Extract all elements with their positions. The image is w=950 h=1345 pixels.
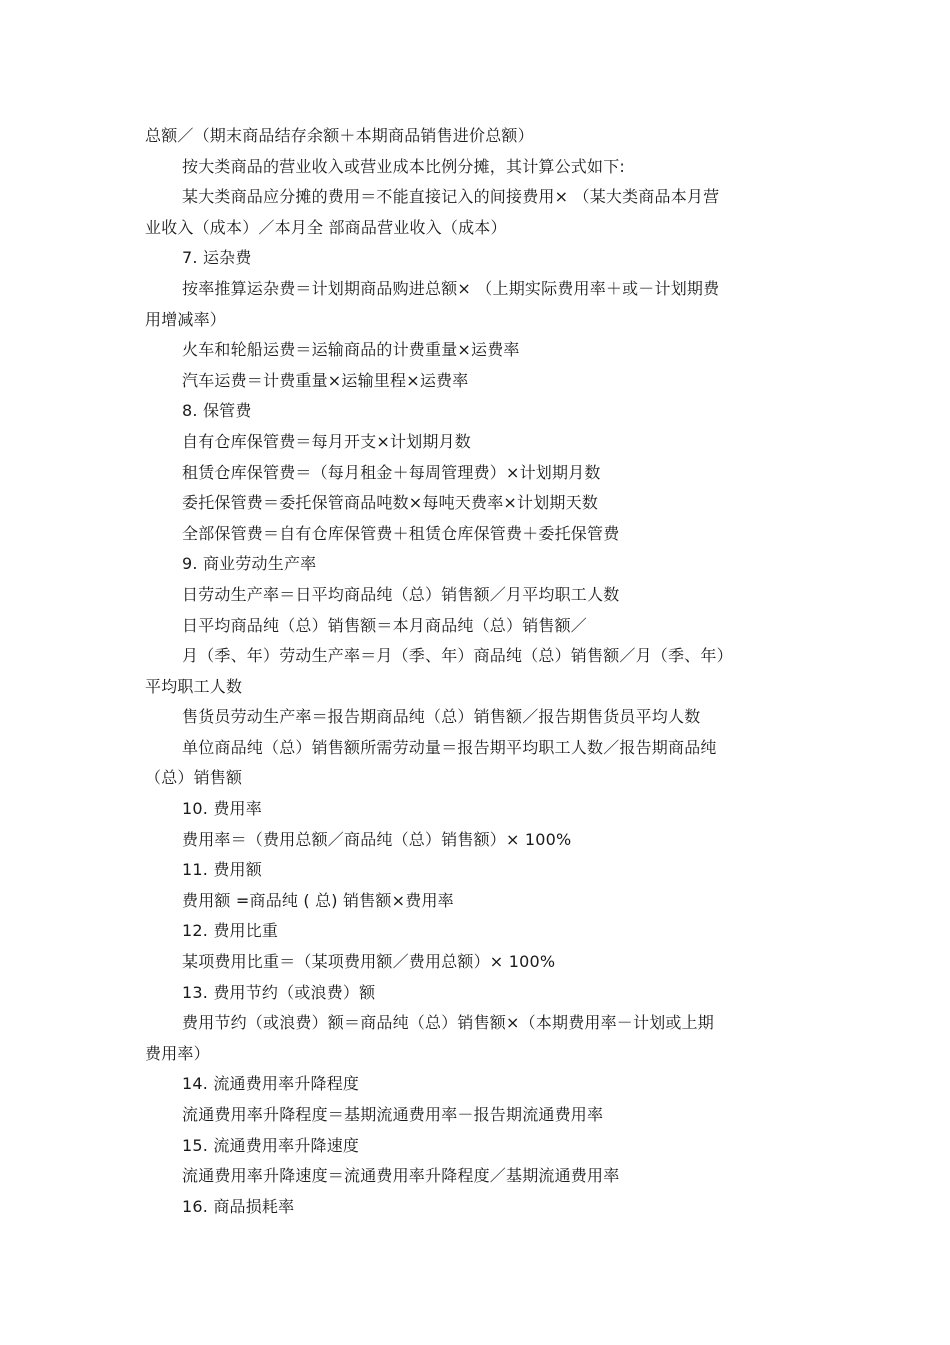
text-line: 费用节约（或浪费）额＝商品纯（总）销售额×（本期费用率－计划或上期 (182, 1013, 715, 1033)
text-line: 11. 费用额 (182, 860, 262, 880)
text-line: 租赁仓库保管费＝（每月租金＋每周管理费）×计划期月数 (182, 462, 601, 482)
text-line: 某大类商品应分摊的费用＝不能直接记入的间接费用× （某大类商品本月营 (182, 187, 720, 207)
text-line: （总）销售额 (145, 768, 243, 788)
text-line: 用增减率） (145, 309, 227, 329)
text-line: 16. 商品损耗率 (182, 1196, 295, 1216)
text-line: 火车和轮船运费＝运输商品的计费重量×运费率 (182, 340, 520, 360)
text-line: 15. 流通费用率升降速度 (182, 1135, 360, 1155)
text-line: 12. 费用比重 (182, 921, 279, 941)
text-line: 7. 运杂费 (182, 248, 252, 268)
text-line: 14. 流通费用率升降程度 (182, 1074, 360, 1094)
text-line: 单位商品纯（总）销售额所需劳动量＝报告期平均职工人数／报告期商品纯 (182, 737, 717, 757)
text-line: 全部保管费＝自有仓库保管费＋租赁仓库保管费＋委托保管费 (182, 523, 620, 543)
text-line: 流通费用率升降速度＝流通费用率升降程度／基期流通费用率 (182, 1166, 620, 1186)
text-line: 10. 费用率 (182, 799, 262, 819)
text-line: 费用率＝（费用总额／商品纯（总）销售额）× 100% (182, 829, 572, 849)
text-line: 13. 费用节约（或浪费）额 (182, 982, 376, 1002)
text-line: 某项费用比重＝（某项费用额／费用总额）× 100% (182, 952, 556, 972)
text-line: 自有仓库保管费＝每月开支×计划期月数 (182, 431, 472, 451)
text-line: 费用额 =商品纯 ( 总) 销售额×费用率 (182, 890, 454, 910)
text-line: 业收入（成本）／本月全 部商品营业收入（成本） (145, 217, 507, 237)
text-line: 委托保管费＝委托保管商品吨数×每吨天费率×计划期天数 (182, 493, 599, 513)
text-line: 9. 商业劳动生产率 (182, 554, 317, 574)
text-line: 费用率） (145, 1043, 210, 1063)
text-line: 日平均商品纯（总）销售额＝本月商品纯（总）销售额／ (182, 615, 588, 635)
text-line: 按大类商品的营业收入或营业成本比例分摊，其计算公式如下: (182, 156, 625, 176)
text-line: 流通费用率升降程度＝基期流通费用率－报告期流通费用率 (182, 1105, 604, 1124)
text-line: 月（季、年）劳动生产率＝月（季、年）商品纯（总）销售额／月（季、年） (182, 646, 733, 666)
text-line: 总额／（期末商品结存余额＋本期商品销售进价总额） (145, 126, 534, 145)
text-line: 汽车运费＝计费重量×运输里程×运费率 (182, 370, 469, 390)
text-line: 日劳动生产率＝日平均商品纯（总）销售额／月平均职工人数 (182, 584, 620, 604)
text-line: 平均职工人数 (145, 676, 243, 696)
document-body (145, 121, 805, 1222)
text-line: 售货员劳动生产率＝报告期商品纯（总）销售额／报告期售货员平均人数 (182, 707, 701, 727)
text-line: 8. 保管费 (182, 401, 252, 421)
text-line: 按率推算运杂费＝计划期商品购进总额× （上期实际费用率＋或－计划期费 (182, 278, 720, 298)
